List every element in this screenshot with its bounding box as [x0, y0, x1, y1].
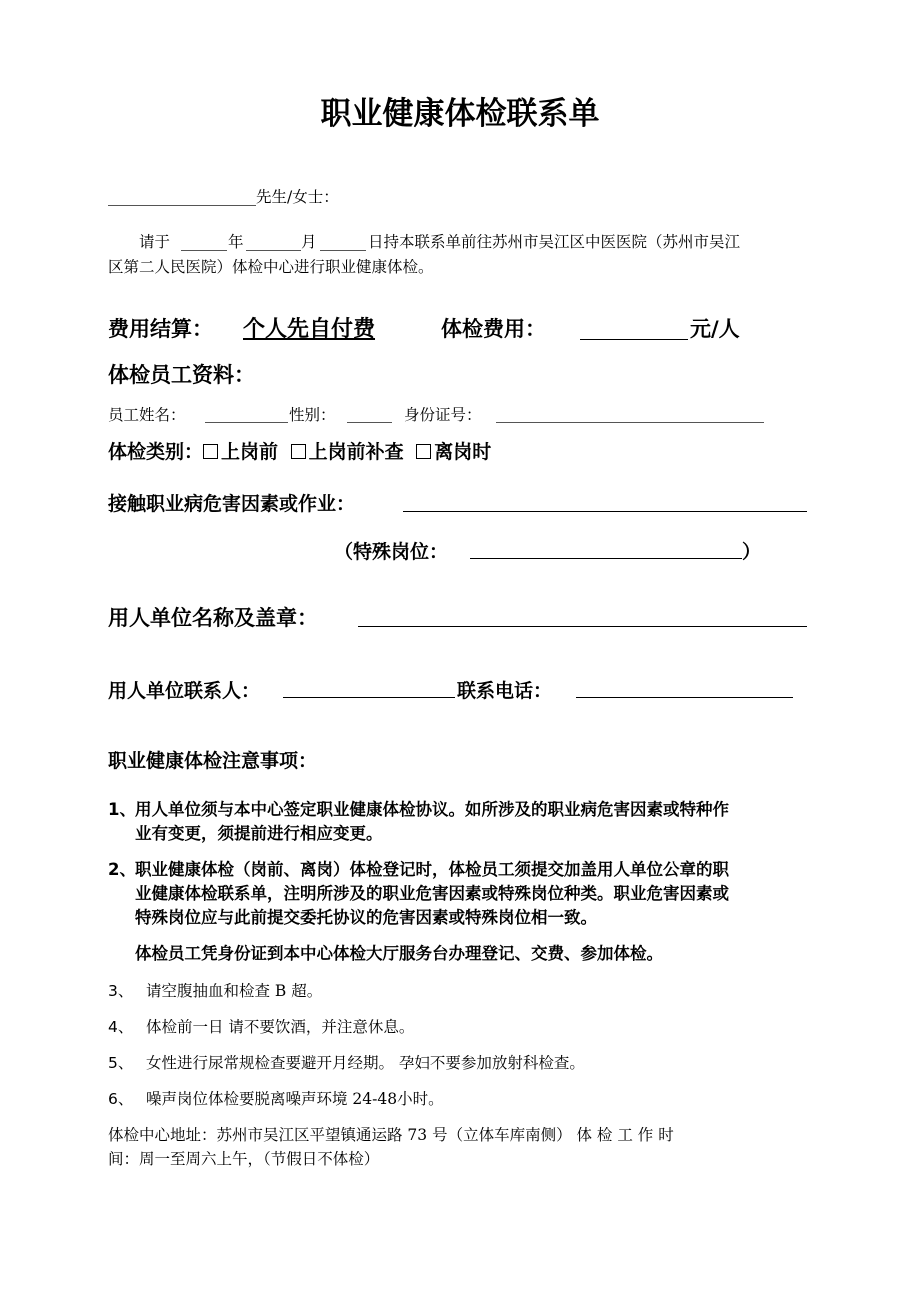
- id-number-label: 身份证号：: [404, 406, 482, 424]
- note-4-number: 4、: [108, 1018, 134, 1036]
- id-number-blank[interactable]: [496, 422, 764, 423]
- month-label: 月: [301, 233, 317, 251]
- page-title: 职业健康体检联系单: [320, 96, 600, 132]
- exam-type-option-pre-employment-makeup[interactable]: 上岗前补查: [291, 441, 404, 463]
- note-3-text: 请空腹抽血和检查 B 超。: [146, 982, 323, 1000]
- hazard-label: 接触职业病危害因素或作业：: [108, 493, 356, 515]
- center-address-line1: 体检中心地址：苏州市吴江区平望镇通运路 73 号（立体车库南侧） 体 检 工 作 时: [108, 1126, 674, 1144]
- note-1-line2: 业有变更，须提前进行相应变更。: [135, 824, 383, 843]
- exam-cost-unit: 元/人: [690, 317, 740, 341]
- note-5-text: 女性进行尿常规检查要避开月经期。 孕妇不要参加放射科检查。: [146, 1054, 585, 1072]
- note-2-line2: 业健康体检联系单，注明所涉及的职业危害因素或特殊岗位种类。职业危害因素或: [135, 884, 729, 903]
- hazard-blank[interactable]: [403, 511, 807, 512]
- special-post-blank[interactable]: [470, 558, 742, 559]
- exam-type-option-leaving[interactable]: 离岗时: [416, 441, 491, 463]
- employer-contact-blank[interactable]: [283, 697, 455, 698]
- note-2-number: 2、: [108, 860, 136, 879]
- notes-heading: 职业健康体检注意事项：: [108, 750, 318, 772]
- intro-text: 日持本联系单前往苏州市吴江区中医医院（苏州市吴江: [368, 233, 741, 251]
- year-label: 年: [228, 233, 244, 251]
- note-3-number: 3、: [108, 982, 134, 1000]
- employee-info-heading: 体检员工资料：: [108, 363, 255, 387]
- note-2-line3: 特殊岗位应与此前提交委托协议的危害因素或特殊岗位相一致。: [135, 908, 597, 927]
- salutation: 先生/女士：: [256, 188, 339, 206]
- recipient-name-blank[interactable]: [108, 205, 256, 206]
- center-hours-line2: 间：周一至周六上午，（节假日不体检）: [108, 1150, 380, 1168]
- intro-request: 请于: [139, 233, 171, 251]
- note-2-line1: 职业健康体检（岗前、离岗）体检登记时，体检员工须提交加盖用人单位公章的职: [135, 860, 729, 879]
- gender-label: 性别：: [289, 406, 336, 424]
- fee-settlement-value: 个人先自付费: [243, 317, 376, 342]
- fee-settlement-label: 费用结算：: [108, 317, 213, 341]
- month-blank[interactable]: [246, 250, 301, 251]
- exam-cost-label: 体检费用：: [441, 317, 546, 341]
- exam-type-option-pre-employment[interactable]: 上岗前: [203, 441, 278, 463]
- exam-cost-blank[interactable]: [580, 339, 688, 340]
- day-blank[interactable]: [320, 250, 366, 251]
- employee-name-blank[interactable]: [205, 422, 288, 423]
- phone-blank[interactable]: [576, 697, 793, 698]
- intro-text-line2: 区第二人民医院）体检中心进行职业健康体检。: [108, 258, 434, 276]
- checkbox-icon[interactable]: [203, 444, 218, 459]
- employer-name-blank[interactable]: [358, 626, 807, 627]
- checkbox-icon[interactable]: [291, 444, 306, 459]
- gender-blank[interactable]: [347, 422, 392, 423]
- note-2-extra: 体检员工凭身份证到本中心体检大厅服务台办理登记、交费、参加体检。: [135, 944, 663, 963]
- employer-contact-label: 用人单位联系人：: [108, 680, 261, 702]
- note-5-number: 5、: [108, 1054, 134, 1072]
- year-blank[interactable]: [181, 250, 227, 251]
- special-post-label: （特殊岗位：: [334, 541, 449, 563]
- employer-name-label: 用人单位名称及盖章：: [108, 606, 318, 630]
- employee-name-label: 员工姓名：: [108, 406, 186, 424]
- checkbox-icon[interactable]: [416, 444, 431, 459]
- note-1-number: 1、: [108, 800, 136, 819]
- special-post-close: ）: [742, 541, 762, 563]
- exam-type-label: 体检类别：: [108, 441, 204, 463]
- exam-type-row: [108, 437, 491, 464]
- note-6-text: 噪声岗位体检要脱离噪声环境 24-48小时。: [146, 1090, 444, 1108]
- phone-label: 联系电话：: [457, 680, 553, 702]
- note-1-line1: 用人单位须与本中心签定职业健康体检协议。如所涉及的职业病危害因素或特种作: [135, 800, 729, 819]
- note-6-number: 6、: [108, 1090, 134, 1108]
- note-4-text: 体检前一日 请不要饮酒，并注意休息。: [146, 1018, 415, 1036]
